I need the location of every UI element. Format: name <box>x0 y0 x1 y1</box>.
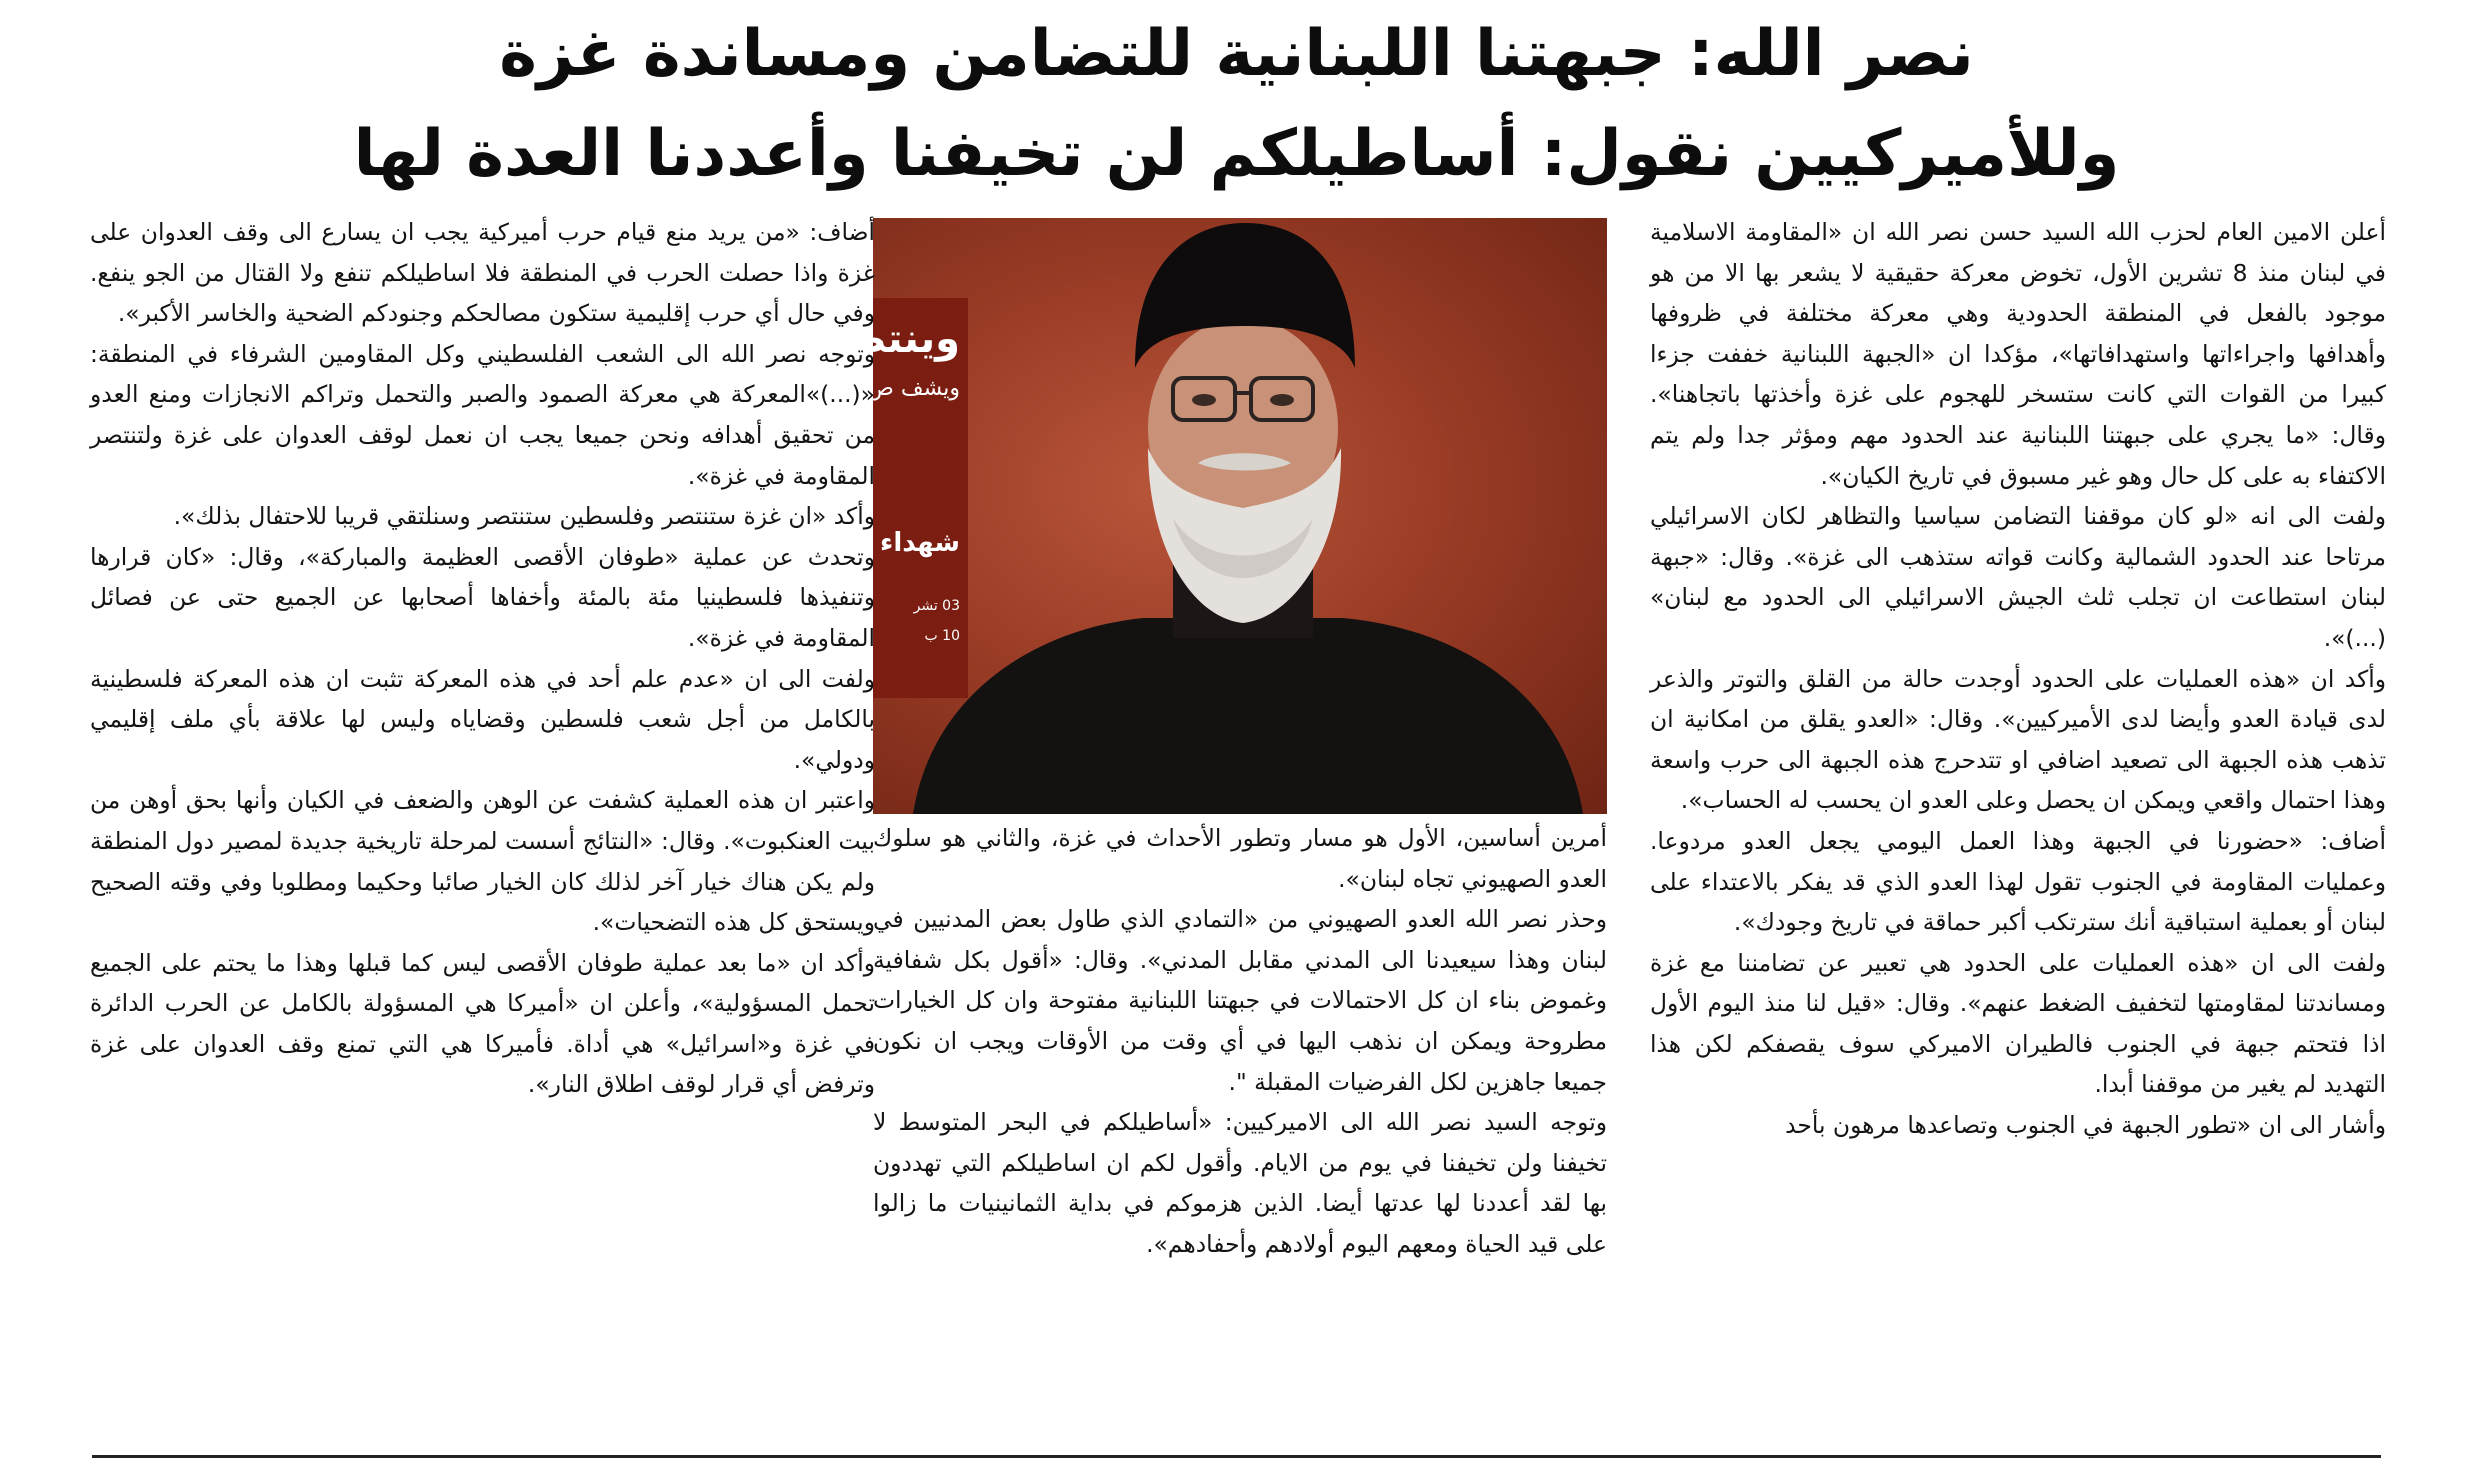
paragraph: وأكد ان «هذه العمليات على الحدود أوجدت حالة من القلق والتوتر والذعر لدى قيادة العدو وأيضا لدى الأميركيين». وقال: «العدو يقلق من امكانية ان تذهب هذه الجبهة الى تصعيد اضافي او تتدحرج هذه الجبهة الى حرب واسعة وهذا احتمال واقعي ويمكن ان يحصل وعلى العدو ان يحسب له الحساب». <box>1650 664 2386 815</box>
headline-line-1: نصر الله: جبهتنا اللبنانية للتضامن ومساندة غزة <box>499 17 1974 91</box>
paragraph: وحذر نصر الله العدو الصهيوني من «التمادي الذي طاول بعض المدنيين في لبنان وهذا سيعيدنا الى المدني مقابل المدني». وقال: «أقول بكل شفافية وغموض بناء ان كل الاحتمالات في جبهتنا اللبنانية مفتوحة وان كل الخيارات مطروحة ويمكن ان نذهب اليها في أي وقت من الأوقات ويجب ان نكون جميعا جاهزين لكل الفرضيات المقبلة ". <box>873 905 1607 1096</box>
paragraph: وتوجه نصر الله الى الشعب الفلسطيني وكل المقاومين الشرفاء في المنطقة: «(...)»المعركة هي معركة الصمود والصبر والتحمل وتراكم الانجازات ومنع العدو من تحقيق أهدافه ونحن جميعا يجب ان نعمل لوقف العدوان على غزة ولتنتصر المقاومة في غزة». <box>90 339 875 490</box>
paragraph: ولفت الى ان «هذه العمليات على الحدود هي تعبير عن تضامننا مع غزة ومساندتنا لمقاومتها لتخفيف الضغط عنهم». وقال: «قيل لنا منذ اليوم الأول اذا فتحتم جبهة في الجنوب فالطيران الاميركي سوف يقصفكم لكن هذا التهديد لم يغير من موقفنا أبدا. <box>1650 948 2386 1099</box>
banner-text: وينتصر <box>823 316 960 362</box>
paragraph: أمرين أساسين، الأول هو مسار وتطور الأحداث في غزة، والثاني هو سلوك العدو الصهيوني تجاه لبنان». <box>873 824 1607 893</box>
article-column-left <box>90 212 875 1412</box>
paragraph: ولفت الى انه «لو كان موقفنا التضامن سياسيا والتظاهر لكان الاسرائيلي مرتاحا عند الحدود الشمالية وكانت قواته ستذهب الى غزة». وقال: «جبهة لبنان استطاعت ان تجلب ثلث الجيش الاسرائيلي الى الحدود مع لبنان» (...)». <box>1650 502 2386 652</box>
paragraph: ولفت الى ان «عدم علم أحد في هذه المعركة تثبت ان هذه المعركة فلسطينية بالكامل من أجل شعب فلسطين وقضاياه وليس لها علاقة بأي ملف إقليمي ودولي». <box>90 664 875 774</box>
article-column-right <box>1650 212 2386 1412</box>
paragraph: أعلن الامين العام لحزب الله السيد حسن نصر الله ان «المقاومة الاسلامية في لبنان منذ 8 تشرين الأول، تخوض معركة حقيقية لا يشعر بها الا من هو موجود بالفعل في المنطقة الحدودية وهي معركة مختلفة في ظروفها وأهدافها واجراءاتها واستهدافاتها»، مؤكدا ان «الجبهة اللبنانية خففت جزءا كبيرا من القوات التي كانت ستسخر للهجوم على غزة وأخذتها باتجاهنا». وقال: «ما يجري على جبهتنا اللبنانية عند الحدود مهم ومؤثر جدا ولم يتم الاكتفاء به على كل حال وهو غير مسبوق في تاريخ الكيان». <box>1650 218 2386 490</box>
headline <box>100 4 2373 204</box>
banner-text: 10 ب <box>924 628 960 644</box>
speaker-photo <box>823 218 1607 814</box>
banner-text: شهداء <box>880 528 960 558</box>
bottom-rule <box>92 1455 2381 1458</box>
paragraph: أضاف: «حضورنا في الجبهة وهذا العمل اليومي يجعل العدو مردوعا. وعمليات المقاومة في الجنوب تقول لهذا العدو الذي قد يفكر بالاعتداء على لبنان أو بعملية استباقية أنك سترتكب أكبر حماقة في تاريخ وجودك». <box>1650 826 2386 937</box>
headline-line-2: وللأميركيين نقول: أساطيلكم لن تخيفنا وأعددنا العدة لها <box>353 117 2120 191</box>
paragraph: وأكد ان «ما بعد عملية طوفان الأقصى ليس كما قبلها وهذا ما يحتم على الجميع تحمل المسؤولية»، وأعلن ان «أميركا هي المسؤولة بالكامل عن الحرب الدائرة في غزة و«اسرائيل» هي أداة. فأميركا هي التي تمنع وقف العدوان على غزة وترفض أي قرار لوقف اطلاق النار». <box>90 948 875 1099</box>
speaker-figure <box>873 218 1607 814</box>
paragraph: وأشار الى ان «تطور الجبهة في الجنوب وتصاعدها مرهون بأحد <box>1785 1111 2386 1140</box>
paragraph: أضاف: «من يريد منع قيام حرب أميركية يجب ان يسارع الى وقف العدوان على غزة واذا حصلت الحرب في المنطقة فلا اساطيلكم تنفع ولا القتال من الجو ينفع. وفي حال أي حرب إقليمية ستكون مصالحكم وجنودكم الضحية والخاسر الأكبر». <box>90 218 875 328</box>
paragraph: واعتبر ان هذه العملية كشفت عن الوهن والضعف في الكيان وأنها بحق أوهن من بيت العنكبوت». وقال: «النتائج أسست لمرحلة تاريخية جديدة لمصير دول المنطقة ولم يكن هناك خيار آخر لذلك كان الخيار صائبا وحكيما ومطلوبا وفي وقته الصحيح ويستحق كل هذه التضحيات». <box>90 786 875 937</box>
paragraph: وتحدث عن عملية «طوفان الأقصى العظيمة والمباركة»، وقال: «كان قرارها وتنفيذها فلسطينيا مئة بالمئة وأخفاها أصحابها عن الجميع حتى عن فصائل المقاومة في غزة». <box>90 542 875 652</box>
banner-text: ويشف ص <box>867 376 960 401</box>
paragraph: وأكد «ان غزة ستنتصر وفلسطين ستنتصر وسنلتقي قريبا للاحتفال بذلك». <box>173 502 875 531</box>
article-column-middle <box>873 818 1607 1418</box>
paragraph: وتوجه السيد نصر الله الى الاميركيين: «أساطيلكم في البحر المتوسط لا تخيفنا ولن تخيفنا في يوم من الايام. وأقول لكم ان اساطيلكم التي تهددون بها لقد أعددنا لها عدتها أيضا. الذين هزموكم في بداية الثمانينيات ما زالوا على قيد الحياة ومعهم اليوم أولادهم وأحفادهم». <box>873 1108 1607 1258</box>
banner-text: 03 تشر <box>913 598 960 614</box>
